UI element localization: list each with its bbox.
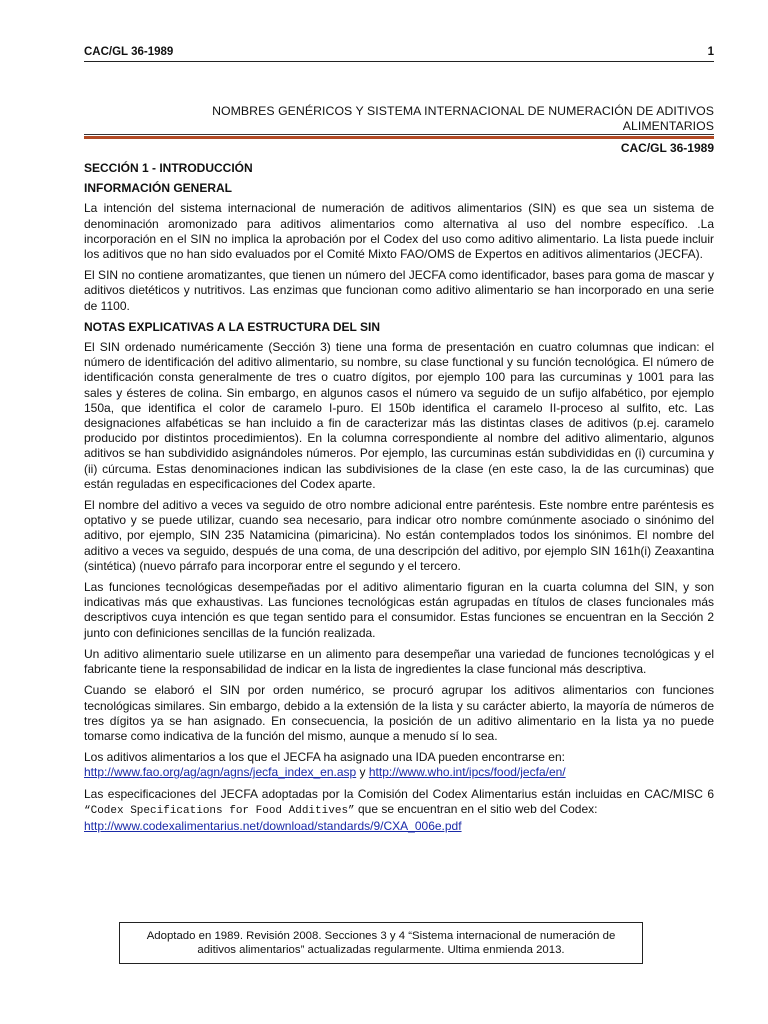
document-body: [84, 161, 714, 840]
adoption-note: Adoptado en 1989. Revisión 2008. Secciones 3 y 4 “Sistema internacional de numeración de aditivos alimentarios” actualizadas regularmente. Ultima enmienda 2013.: [146, 929, 616, 956]
notes-heading: NOTAS EXPLICATIVAS A LA ESTRUCTURA DEL SIN: [84, 319, 381, 334]
spec-title: “Codex Specifications for Food Additives”: [84, 804, 355, 817]
title-line-1: NOMBRES GENÉRICOS Y SISTEMA INTERNACIONAL DE NUMERACIÓN DE ADITIVOS: [212, 104, 714, 118]
spec-text-a: Las especificaciones del JECFA adoptadas por la Comisión del Codex Alimentarius están incluidas en CAC/MISC 6: [84, 786, 714, 801]
adoption-note-box: [119, 922, 643, 964]
ida-text: Los aditivos alimentarios a los que el JECFA ha asignado una IDA pueden encontrarse en:: [84, 750, 565, 765]
paragraph: Las funciones tecnológicas desempeñadas por el aditivo alimentario figuran en la cuarta columna del SIN, y son indicativas más que exhaustivas. Las funciones tecnológicas están agrupadas en títulos de clases funcionales más descriptivos cuya intención es que tegan sentido para el consumidor. Estas funciones se encuentran en la Sección 2 junto con definiciones sencillas de la función realizada.: [84, 580, 714, 640]
paragraph: La intención del sistema internacional de numeración de aditivos alimentarios (SIN) es que sea un sistema de denominación aromonizado para aditivos alimentarios como alternativa al uso del nombre específico. .La incorporación en el SIN no implica la aprobación por el Codex del uso como aditivo alimentario. La lista puede incluir los aditivos que no han sido evaluados por el Comité Mixto FAO/OMS de Expertos en aditivos alimentarios (JECFA).: [84, 201, 714, 262]
title-line-2: ALIMENTARIOS: [622, 119, 714, 133]
ida-paragraph: [84, 750, 714, 780]
header-rule: [84, 61, 714, 62]
document-reference: CAC/GL 36-1989: [620, 141, 714, 155]
paragraph: El nombre del aditivo a veces va seguido de otro nombre adicional entre paréntesis. Este nombre entre paréntesis es optativo y se puede utilizar, cuando sea necesario, para indicar otro nombre comúnmente asociado o sinónimo del aditivo, por ejemplo, SIN 235 Natamicina (pimaricina). No están contemplados todos los sinónimos. El nombre del aditivo a veces va seguido, después de una coma, de una descripción del aditivo, por ejemplo SIN 161h(i) Zeaxantina (sintética) (nuevo párrafo para incorporar entre el segundo y el tercero.: [84, 498, 714, 573]
link-conjunction: y: [356, 765, 369, 780]
paragraph: Un aditivo alimentario suele utilizarse en un alimento para desempeñar una variedad de funciones tecnológicas y el fabricante tiene la responsabilidad de indicar en la lista de ingredientes la clase funcional más descriptiva.: [84, 646, 714, 677]
paragraph: El SIN ordenado numéricamente (Sección 3) tiene una forma de presentación en cuatro columnas que indican: el número de identificación del aditivo alimentario, su nombre, su clase functional y su función tecnológica. El número de identificación consta generalmente de tres o cuatro dígitos, por ejemplo 100 para las curcuminas y 1001 para las sales y ésteres de colina. Sin embargo, en algunos casos el número va seguido de un sufijo alfabético, por ejemplo 150a, que identifica el color de caramelo I-puro. El 150b identifica el caramelo II-proceso al sulfito, etc. Las designaciones alfabéticas se han incluido a fin de caracterizar más las distintas clases de aditivos (p.ej. caramelo producido por distintos procedimientos). En la columna correspondiente al nombre del aditivo alimentario, algunos aditivos se han subdividido asignándoles números. Por ejemplo, las curcuminas están subdivididas en (i) curcumina y (ii) cúrcuma. Estas denominaciones indican las subdivisiones de la clase (en este caso, la de las curcuminas) que están reguladas en especificaciones del Codex aparte.: [84, 340, 714, 491]
header-code: CAC/GL 36-1989: [84, 46, 174, 58]
page-header: [84, 46, 714, 62]
codex-link[interactable]: http://www.codexalimentarius.net/download/standards/9/CXA_006e.pdf: [84, 818, 462, 833]
fao-jecfa-link[interactable]: http://www.fao.org/ag/agn/agns/jecfa_index_en.asp: [84, 765, 357, 780]
who-jecfa-link[interactable]: http://www.who.int/ipcs/food/jecfa/en/: [368, 765, 566, 780]
paragraph: El SIN no contiene aromatizantes, que tienen un número del JECFA como identificador, bases para goma de mascar y aditivos dietéticos y nutritivos. Las enzimas que funcionan como aditivo alimentario se han incorporado en una serie de 1100.: [84, 268, 714, 313]
paragraph: Cuando se elaboró el SIN por orden numérico, se procuró agrupar los aditivos alimentarios con funciones tecnológicas similares. Sin embargo, debido a la extensión de la lista y su carácter abierto, la mayoría de números de tres dígitos ya se han asignado. En consecuencia, la posición de un aditivo alimentario en la lista ya no puede tomarse como indicativa de la función del mismo, aunque a menudo sí lo sea.: [84, 683, 714, 743]
specifications-paragraph: [84, 787, 714, 835]
document-title: [84, 104, 714, 134]
page-number: 1: [707, 46, 714, 58]
general-info-heading: INFORMACIÓN GENERAL: [84, 181, 232, 196]
title-rule-thin: [84, 134, 714, 135]
spec-text-b: que se encuentran en el sitio web del Codex:: [354, 801, 598, 816]
title-rule-thick: [84, 136, 714, 139]
section-1-heading: SECCIÓN 1 - INTRODUCCIÓN: [84, 161, 253, 175]
